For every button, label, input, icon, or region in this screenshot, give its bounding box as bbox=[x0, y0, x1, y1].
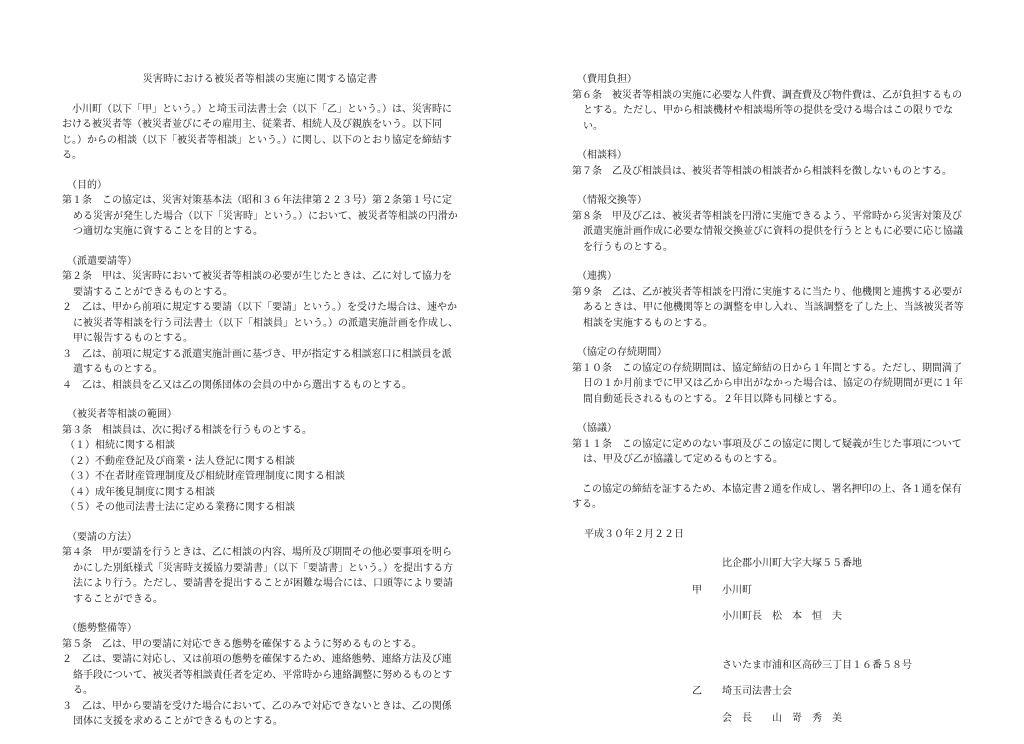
right-article bbox=[572, 345, 968, 407]
party-b-role: 乙 bbox=[692, 686, 702, 697]
article-paragraph: ４ 乙は、相談員を乙又は乙の関係団体の会員の中から選出するものとする。 bbox=[62, 379, 412, 391]
list-item: （３）不在者財産管理制度及び相続財産管理制度に関する相談 bbox=[65, 471, 345, 482]
article-heading: （協議） bbox=[577, 423, 617, 434]
article-paragraph: 第９条 乙は、乙が被災者等相談を円滑に実施するに当たり、他機関と連携する必要があるときは、甲に他機関等との調整を申し入れ、当該調整を了した上、当該被災者等相談を実施するものとする。 bbox=[572, 286, 964, 329]
article-paragraph: ３ 乙は、甲から要請を受けた場合において、乙のみで対応できないときは、乙の関係団体に支援を求めることができるものとする。 bbox=[62, 700, 452, 727]
party-b-name: 埼玉司法書士会 bbox=[722, 686, 792, 697]
article-paragraph: 第６条 被災者等相談の実施に必要な人件費、調査費及び物件費は、乙が負担するものとする。ただし、甲から相談機材や相談場所等の提供を受ける場合はこの限りでない。 bbox=[572, 89, 962, 132]
article-heading: （被災者等相談の範囲） bbox=[67, 409, 177, 420]
article-paragraph: 第１１条 この協定に定めのない事項及びこの協定に関して疑義が生じた事項については、甲及び乙が協議して定めるものとする。 bbox=[572, 438, 962, 465]
right-article bbox=[572, 269, 968, 331]
article-heading: （派遣要請等） bbox=[67, 255, 137, 267]
list-item: （５）その他司法書士法に定める業務に関する相談 bbox=[65, 502, 295, 513]
party-a-address: 比企郡小川町大字大塚５５番地 bbox=[722, 558, 862, 569]
left-article bbox=[62, 621, 458, 730]
article-heading: （情報交換等） bbox=[577, 195, 647, 206]
party-a-representative: 小川町長 松 本 恒 夫 bbox=[722, 611, 842, 622]
right-articles bbox=[572, 72, 968, 468]
agreement-date: 平成３０年２月２２日 bbox=[584, 528, 684, 540]
article-heading: （要請の方法） bbox=[67, 531, 137, 543]
left-article bbox=[62, 530, 458, 608]
right-article bbox=[572, 421, 968, 468]
article-paragraph: ３ 乙は、前項に規定する派遣実施計画に基づき、甲が指定する相談窓口に相談員を派遣するものとする。 bbox=[62, 348, 452, 375]
list-item: （１）相続に関する相談 bbox=[65, 440, 175, 451]
article-paragraph: 第１条 この協定は、災害対策基本法（昭和３６年法律第２２３号）第２条第１号に定める災害が発生した場合（以下「災害時」という。）において、被災者等相談の円滑かつ適切な実施に資することを目的とする。 bbox=[62, 195, 458, 237]
article-heading: （目的） bbox=[67, 179, 107, 191]
closing-paragraph: この協定の締結を証するため、本協定書２通を作成し、署名押印の上、各１通を保有する。 bbox=[572, 483, 962, 510]
list-item: （２）不動産登記及び商業・法人登記に関する相談 bbox=[65, 455, 295, 467]
party-a-name: 小川町 bbox=[722, 584, 752, 596]
party-b-address: さいたま市浦和区高砂三丁目１６番５８号 bbox=[722, 659, 912, 671]
intro-paragraph: 小川町（以下「甲」という。）と埼玉司法書士会（以下「乙」という。）は、災害時における被災者等（被災者並びにその雇用主、従業者、相続人及び親族をいう。以下同じ。）からの相談（以下「被災者等相談」という。）に関し、以下のとおり協定を締結する。 bbox=[62, 103, 452, 161]
right-article bbox=[572, 72, 968, 134]
left-articles bbox=[62, 178, 458, 730]
left-article bbox=[62, 178, 458, 240]
article-paragraph: ２ 乙は、要請に対応し、又は前項の態勢を確保するため、連絡態勢、連絡方法及び連絡手段について、被災者等相談責任者を定め、平常時から連絡調整に努めるものとする。 bbox=[62, 654, 453, 696]
article-paragraph: 第４条 甲が要請を行うときは、乙に相談の内容、場所及び期間その他必要事項を明らかにした別紙様式「災害時支援協力要請書」（以下「要請書」という。）を提出する方法により行う。ただし、要請書を提出することが困難な場合には、口頭等により要請することができる。 bbox=[62, 547, 453, 605]
article-paragraph: 第３条 相談員は、次に掲げる相談を行うものとする。 bbox=[62, 424, 312, 436]
article-paragraph: ２ 乙は、甲から前項に規定する要請（以下「要請」という。）を受けた場合は、速やかに被災者等相談を行う司法書士（以下「相談員」という。）の派遣実施計画を作成し、甲に報告するものとする。 bbox=[62, 302, 458, 344]
article-heading: （相談料） bbox=[577, 150, 627, 161]
party-a-role: 甲 bbox=[692, 584, 702, 596]
article-heading: （費用負担） bbox=[577, 74, 637, 85]
article-heading: （態勢整備等） bbox=[67, 623, 137, 634]
party-b-block bbox=[692, 658, 968, 727]
right-article bbox=[572, 148, 968, 179]
party-a-block bbox=[692, 556, 968, 625]
article-paragraph: 第１０条 この協定の存続期間は、協定締結の日から１年間とする。ただし、期間満了日の１か月前までに甲又は乙から申出がなかった場合は、協定の存続期間が更に１年間自動延長されるものとする。２年目以降も同様とする。 bbox=[572, 362, 963, 405]
right-article bbox=[572, 193, 968, 255]
article-paragraph: 第７条 乙及び相談員は、被災者等相談の相談者から相談料を徴しないものとする。 bbox=[572, 165, 952, 177]
article-paragraph: 第５条 乙は、甲の要請に対応できる態勢を確保するように努めるものとする。 bbox=[62, 638, 422, 650]
right-column bbox=[572, 72, 968, 737]
left-article bbox=[62, 407, 458, 516]
article-heading: （連携） bbox=[577, 271, 617, 282]
article-paragraph: 第２条 甲は、災害時において被災者等相談の必要が生じたときは、乙に対して協力を要請することができるものとする。 bbox=[62, 271, 452, 298]
article-paragraph: 第８条 甲及び乙は、被災者等相談を円滑に実施できるよう、平常時から災害対策及び派遣実施計画作成に必要な情報交換並びに資料の提供を行うとともに必要に応じ協議を行うものとする。 bbox=[572, 210, 963, 253]
left-article bbox=[62, 254, 458, 394]
document-title: 災害時における被災者等相談の実施に関する協定書 bbox=[142, 74, 378, 85]
party-b-representative: 会 長 山 嵜 秀 美 bbox=[722, 712, 842, 724]
left-column bbox=[62, 72, 458, 744]
article-heading: （協定の存続期間） bbox=[577, 347, 667, 358]
list-item: （４）成年後見制度に関する相談 bbox=[65, 486, 215, 498]
